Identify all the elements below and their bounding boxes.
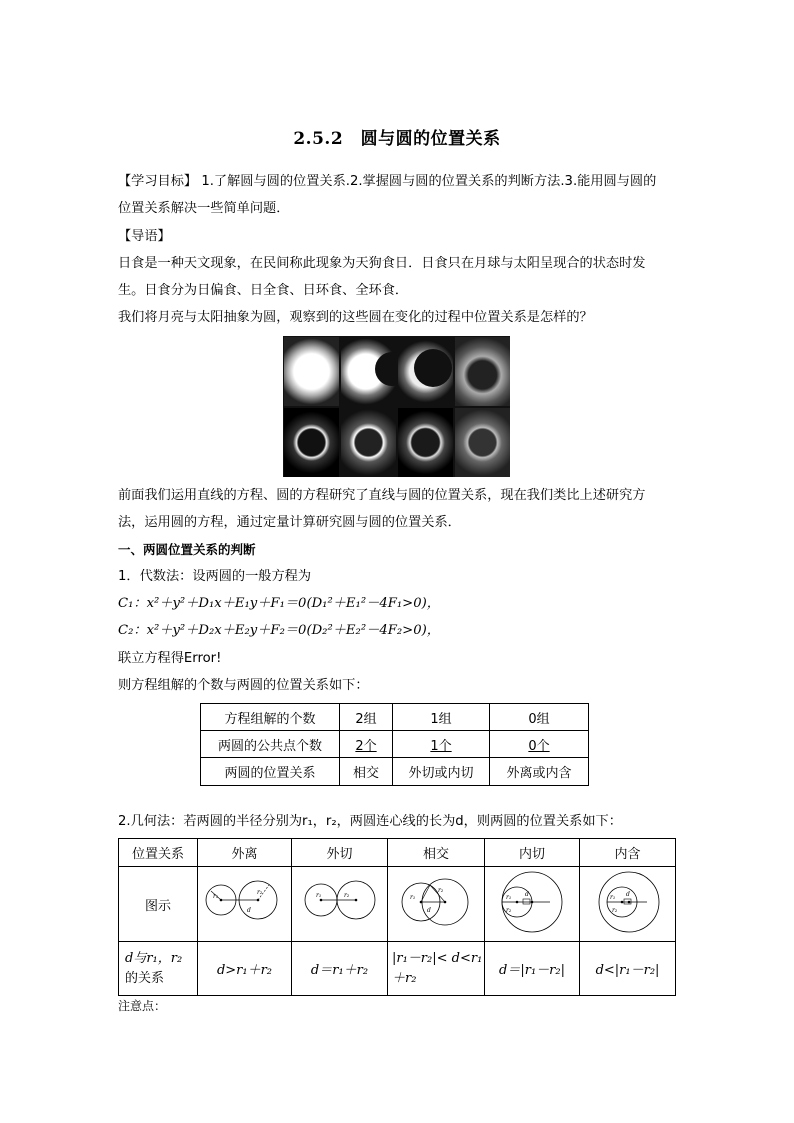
solution-count-table xyxy=(200,703,589,786)
r2-label: r₂ xyxy=(438,887,444,894)
body-paragraph-line1: 前面我们运用直线的方程、圆的方程研究了直线与圆的位置关系，现在我们类比上述研究方 xyxy=(118,488,646,503)
eclipse-photo-6 xyxy=(341,408,396,477)
diagram-contain-cell xyxy=(580,867,676,942)
table-intro: 则方程组解的个数与两圆的位置关系如下： xyxy=(118,678,369,693)
table-cell: 1个 xyxy=(393,731,490,758)
r1-label: r₁ xyxy=(212,893,218,900)
circles-tangent-internal-diagram xyxy=(486,867,578,937)
relation-cell: d<|r₁－r₂| xyxy=(580,942,676,996)
equation-c1: C₁：x²＋y²＋D₁x＋E₁y＋F₁＝0(D₁²＋E₁²－4F₁>0)， xyxy=(118,596,440,611)
table-header-cell: 外离 xyxy=(198,839,292,867)
relation-cell xyxy=(388,942,485,996)
table-header-cell: 外切 xyxy=(292,839,388,867)
table-cell: 2组 xyxy=(340,704,393,731)
circle-position-table xyxy=(118,838,676,996)
r2-label: r₂ xyxy=(343,892,349,899)
note-label: 注意点： xyxy=(118,999,167,1013)
table-header-cell: 相交 xyxy=(388,839,485,867)
table-cell: 相交 xyxy=(340,758,393,786)
method-geometric: 2.几何法：若两圆的半径分别为r₁，r₂，两圆连心线的长为d，则两圆的位置关系如下： xyxy=(118,814,622,829)
intro-paragraph-line1: 日食是一种天文现象，在民间称此现象为天狗食日．日食只在月球与太阳呈现合的状态时发 xyxy=(118,256,646,271)
table-cell: 外离或内含 xyxy=(490,758,589,786)
r1-label: r₁ xyxy=(609,894,615,901)
eclipse-photo-4 xyxy=(455,337,510,406)
relation-label-line2: 的关系 xyxy=(125,970,165,986)
table-cell: 2个 xyxy=(340,731,393,758)
table-cell: 方程组解的个数 xyxy=(201,704,340,731)
page-title: 2.5.2 圆与圆的位置关系 xyxy=(293,129,501,149)
r2-label: r₂ xyxy=(611,907,617,914)
diagram-label-cell: 图示 xyxy=(119,867,198,942)
intro-paragraph-line2: 生。日食分为日偏食、日全食、日环食、全环食． xyxy=(118,283,409,298)
learning-objectives-line1: 【学习目标】 1.了解圆与圆的位置关系.2.掌握圆与圆的位置关系的判断方法.3.能用圆与圆的 xyxy=(118,174,657,189)
relation-label-line1: d与r₁，r₂ xyxy=(125,950,183,966)
body-paragraph-line2: 法，运用圆的方程，通过定量计算研究圆与圆的位置关系． xyxy=(118,515,461,530)
table-header-cell: 内切 xyxy=(485,839,580,867)
eclipse-photo-5 xyxy=(284,408,339,477)
intro-heading: 【导语】 xyxy=(118,229,171,244)
table-cell: 0个 xyxy=(490,731,589,758)
table-header-cell: 内含 xyxy=(580,839,676,867)
combine-equations: 联立方程得Error! xyxy=(118,651,222,666)
d-label: d xyxy=(525,891,529,898)
circles-tangent-external-diagram xyxy=(294,867,386,937)
circles-contain-diagram xyxy=(582,867,674,937)
r2-label: r₂ xyxy=(256,889,262,896)
learning-objectives-line2: 位置关系解决一些简单问题． xyxy=(118,201,290,216)
relation-cell: d＝|r₁－r₂| xyxy=(485,942,580,996)
relation-line1: |r₁－r₂|< d<r₁ xyxy=(392,950,483,966)
eclipse-photo-8 xyxy=(455,408,510,477)
diagram-intersect-cell xyxy=(388,867,485,942)
method-algebraic: 1．代数法：设两圆的一般方程为 xyxy=(118,569,312,584)
table-cell: 外切或内切 xyxy=(393,758,490,786)
eclipse-photo-1 xyxy=(284,337,339,406)
r1-label: r₁ xyxy=(506,894,512,901)
relation-cell: d>r₁＋r₂ xyxy=(198,942,292,996)
intro-question: 我们将月亮与太阳抽象为圆，观察到的这些圆在变化的过程中位置关系是怎样的？ xyxy=(118,310,593,325)
d-label: d xyxy=(427,907,431,914)
table-cell: 0组 xyxy=(490,704,589,731)
table-header-cell: 位置关系 xyxy=(119,839,198,867)
relation-cell: d＝r₁＋r₂ xyxy=(292,942,388,996)
equation-c2: C₂：x²＋y²＋D₂x＋E₂y＋F₂＝0(D₂²＋E₂²－4F₂>0)， xyxy=(118,623,440,638)
d-label: d xyxy=(625,891,630,898)
eclipse-photo-2 xyxy=(341,337,396,406)
table-cell: 两圆的公共点个数 xyxy=(201,731,340,758)
eclipse-photo-3 xyxy=(398,337,453,406)
table-cell: 1组 xyxy=(393,704,490,731)
eclipse-photo-7 xyxy=(398,408,453,477)
d-label: d xyxy=(246,907,251,914)
section-heading: 一、两圆位置关系的判断 xyxy=(118,542,256,557)
relation-label-cell xyxy=(119,942,198,996)
table-cell: 两圆的位置关系 xyxy=(201,758,340,786)
r1-label: r₁ xyxy=(315,892,321,899)
r2-label: r₂ xyxy=(506,907,512,914)
r1-label: r₁ xyxy=(410,894,416,901)
circles-intersect-diagram xyxy=(390,867,482,937)
diagram-external-cell xyxy=(198,867,292,942)
relation-line2: ＋r₂ xyxy=(392,970,417,986)
eclipse-photo-grid xyxy=(283,336,510,477)
diagram-tangent-external-cell xyxy=(292,867,388,942)
diagram-tangent-internal-cell xyxy=(485,867,580,942)
circles-external-diagram xyxy=(199,867,291,937)
